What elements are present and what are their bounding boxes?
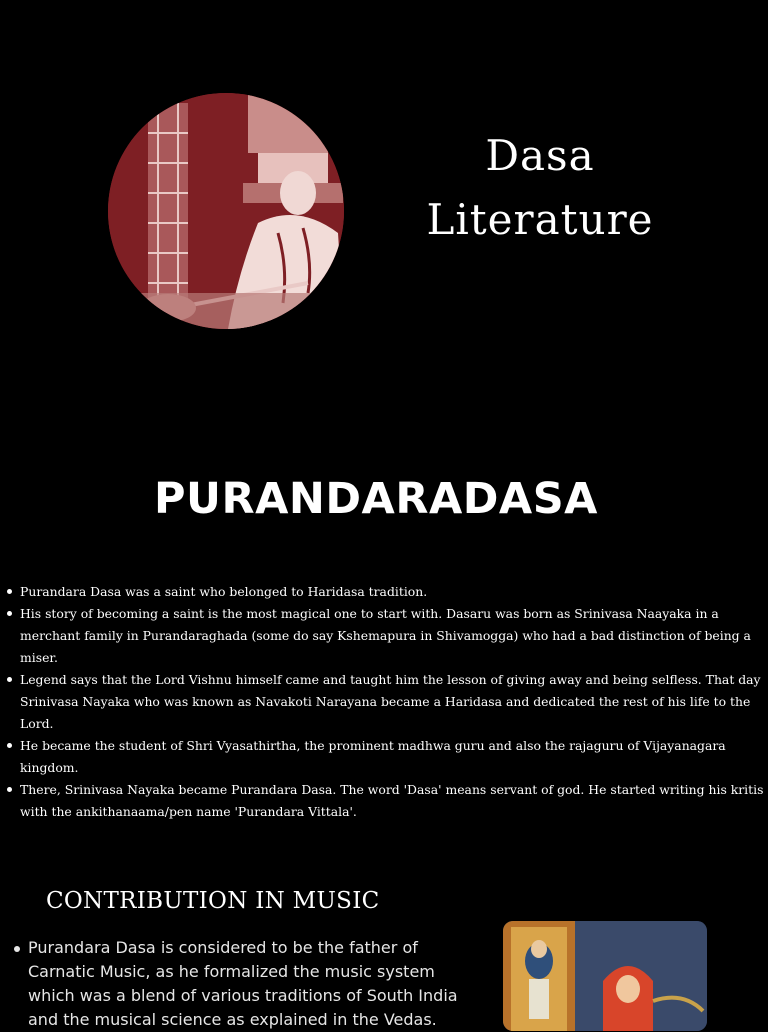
list-item: Legend says that the Lord Vishnu himself came and taught him the lesson of giving away and being selfless. That day Srinivasa Nayaka who was known as Navakoti Narayana became a Haridasa and dedicated the rest of his life to the Lord.	[4, 669, 764, 735]
section-heading: PURANDARADASA	[154, 474, 598, 524]
list-item: Purandara Dasa is considered to be the father of Carnatic Music, as he formalized the music system which was a blend of various traditions of South India and the musical science as explained in the Vedas.	[8, 936, 468, 1032]
slide-title	[400, 124, 680, 252]
list-item: There, Srinivasa Nayaka became Purandara Dasa. The word 'Dasa' means servant of god. He started writing his kritis with the ankithanaama/pen name 'Purandara Vittala'.	[4, 779, 764, 823]
title-line-2: Literature	[426, 195, 654, 244]
musician-painting-image	[503, 921, 707, 1031]
purandaradasa-portrait-image	[108, 93, 344, 329]
list-item: He became the student of Shri Vyasathirtha, the prominent madhwa guru and also the rajaguru of Vijayanagara kingdom.	[4, 735, 764, 779]
portrait-illustration	[108, 93, 344, 329]
biography-bullet-list	[4, 581, 764, 823]
list-item: His story of becoming a saint is the most magical one to start with. Dasaru was born as Srinivasa Naayaka in a merchant family in Purandaraghada (some do say Kshemapura in Shivamogga) who had a bad distinction of being a miser.	[4, 603, 764, 669]
music-subheading: CONTRIBUTION IN MUSIC	[46, 888, 380, 914]
list-item: Purandara Dasa was a saint who belonged to Haridasa tradition.	[4, 581, 764, 603]
music-bullet-list	[8, 936, 468, 1032]
title-line-1: Dasa	[485, 131, 595, 180]
painting-illustration	[503, 921, 707, 1031]
